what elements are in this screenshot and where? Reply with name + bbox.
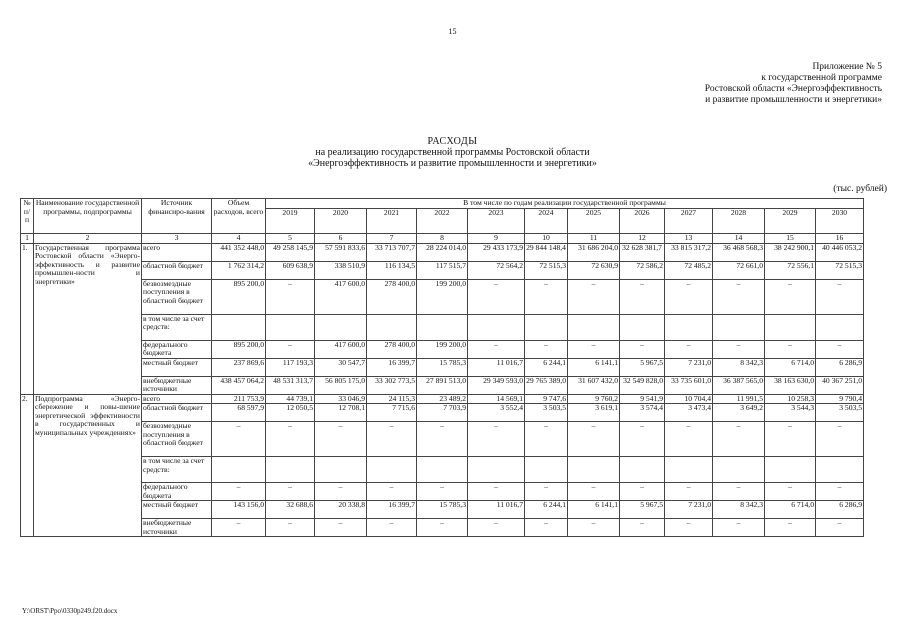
year-value: 12 050,5 [266, 404, 315, 422]
column-index: 9 [468, 234, 525, 244]
total-value: 895 200,0 [212, 279, 266, 314]
document-heading [0, 136, 905, 169]
column-index: 4 [212, 234, 266, 244]
year-value: 3 619,1 [568, 404, 620, 422]
total-value: 237 869,6 [212, 358, 266, 376]
year-value: – [713, 483, 765, 501]
year-value: – [266, 519, 315, 537]
year-value: 72 485,2 [665, 261, 713, 279]
appendix-line: Ростовской области «Энергоэффективность [704, 84, 882, 94]
year-value: 3 503,5 [816, 404, 864, 422]
table-row [21, 340, 864, 358]
column-index: 15 [765, 234, 816, 244]
year-value: – [713, 422, 765, 457]
year-value [665, 457, 713, 483]
year-value: 56 805 175,0 [315, 376, 367, 394]
year-value: 117 193,3 [266, 358, 315, 376]
year-value: – [525, 483, 568, 501]
year-value: 3 649,2 [713, 404, 765, 422]
year-value: – [816, 483, 864, 501]
year-value: – [816, 340, 864, 358]
heading-subtitle: «Энергоэффективность и развитие промышленности и энергетики» [308, 158, 597, 169]
year-value: 40 446 053,2 [816, 243, 864, 261]
heading-subtitle: на реализацию государственной программы Ростовской области [315, 147, 590, 158]
year-value: 72 515,3 [816, 261, 864, 279]
year-value: 29 844 148,4 [525, 243, 568, 261]
year-value: – [665, 519, 713, 537]
year-value: – [620, 340, 665, 358]
year-value: – [367, 519, 417, 537]
year-value: – [367, 483, 417, 501]
column-index: 16 [816, 234, 864, 244]
funding-source: местный бюджет [142, 501, 212, 519]
table-row [21, 243, 864, 261]
row-number: 2. [21, 394, 34, 537]
year-value: 278 400,0 [367, 279, 417, 314]
appendix-line: и развитие промышленности и энергетики» [705, 95, 882, 105]
total-value: – [212, 519, 266, 537]
year-value [765, 457, 816, 483]
year-value: 32 688,6 [266, 501, 315, 519]
year-value: 6 714,0 [765, 501, 816, 519]
year-value: 11 016,7 [468, 358, 525, 376]
year-value: 6 141,1 [568, 501, 620, 519]
column-index: 12 [620, 234, 665, 244]
funding-source: областной бюджет [142, 404, 212, 422]
year-value: 9 760,2 [568, 394, 620, 404]
col-header-year: 2023 [468, 208, 525, 233]
year-value: 38 242 900,1 [765, 243, 816, 261]
table-row [21, 422, 864, 457]
year-value: – [468, 340, 525, 358]
year-value [417, 457, 468, 483]
year-value [266, 457, 315, 483]
year-value: 609 638,9 [266, 261, 315, 279]
year-value: – [266, 279, 315, 314]
year-value: 29 349 593,0 [468, 376, 525, 394]
col-header-year: 2022 [417, 208, 468, 233]
funding-source: федерального бюджета [142, 340, 212, 358]
year-value: 199 200,0 [417, 279, 468, 314]
year-value: – [816, 422, 864, 457]
total-value [212, 314, 266, 340]
funding-source: безвозмездные поступления в областной бюджет [142, 279, 212, 314]
year-value: 10 704,4 [665, 394, 713, 404]
year-value: – [816, 279, 864, 314]
year-value: 29 765 389,0 [525, 376, 568, 394]
funding-source: в том числе за счет средств: [142, 314, 212, 340]
year-value: – [417, 483, 468, 501]
year-value: – [417, 519, 468, 537]
year-value: 14 569,1 [468, 394, 525, 404]
year-value: – [765, 340, 816, 358]
year-value: 32 549 828,0 [620, 376, 665, 394]
year-value: – [468, 279, 525, 314]
year-value: – [713, 340, 765, 358]
year-value: 23 489,2 [417, 394, 468, 404]
appendix-line: к государственной программе [761, 73, 882, 83]
funding-source: областной бюджет [142, 261, 212, 279]
year-value: – [525, 340, 568, 358]
table-row [21, 519, 864, 537]
year-value: 31 686 204,0 [568, 243, 620, 261]
col-header-year: 2026 [620, 208, 665, 233]
column-index: 6 [315, 234, 367, 244]
year-value: 72 630,9 [568, 261, 620, 279]
funding-source: внебюджетные источники [142, 376, 212, 394]
year-value: – [665, 340, 713, 358]
column-index: 1 [21, 234, 34, 244]
year-value: – [525, 279, 568, 314]
column-index: 2 [34, 234, 142, 244]
year-value: 10 258,3 [765, 394, 816, 404]
table-row [21, 314, 864, 340]
year-value: 8 342,3 [713, 501, 765, 519]
year-value: 199 200,0 [417, 340, 468, 358]
col-header-year: 2025 [568, 208, 620, 233]
year-value: – [568, 483, 620, 501]
year-value [713, 314, 765, 340]
year-value [816, 457, 864, 483]
year-value: 40 367 251,0 [816, 376, 864, 394]
year-value: 72 564,2 [468, 261, 525, 279]
col-header-year: 2028 [713, 208, 765, 233]
year-value [468, 314, 525, 340]
year-value [525, 457, 568, 483]
year-value: – [315, 483, 367, 501]
year-value: – [417, 422, 468, 457]
year-value: 33 302 773,5 [367, 376, 417, 394]
total-value: – [212, 483, 266, 501]
column-index: 11 [568, 234, 620, 244]
year-value: 27 891 513,0 [417, 376, 468, 394]
funding-source: федерального бюджета [142, 483, 212, 501]
col-header-year: 2027 [665, 208, 713, 233]
total-value: 895 200,0 [212, 340, 266, 358]
year-value: 7 703,9 [417, 404, 468, 422]
year-value: – [266, 422, 315, 457]
year-value: 6 286,9 [816, 501, 864, 519]
total-value: 68 597,9 [212, 404, 266, 422]
year-value: 116 134,5 [367, 261, 417, 279]
year-value: 5 967,5 [620, 501, 665, 519]
year-value: 11 991,5 [713, 394, 765, 404]
year-value [468, 457, 525, 483]
year-value: – [620, 422, 665, 457]
year-value: – [568, 340, 620, 358]
year-value [568, 314, 620, 340]
year-value [525, 314, 568, 340]
total-value: 441 352 448,0 [212, 243, 266, 261]
year-value: 33 815 317,2 [665, 243, 713, 261]
col-header-year: 2024 [525, 208, 568, 233]
column-index: 10 [525, 234, 568, 244]
table-row [21, 501, 864, 519]
year-value: 15 785,3 [417, 358, 468, 376]
year-value: – [525, 422, 568, 457]
year-value [765, 314, 816, 340]
year-value: 9 790,4 [816, 394, 864, 404]
col-header-year: 2019 [266, 208, 315, 233]
year-value: 28 224 014,0 [417, 243, 468, 261]
year-value: – [468, 422, 525, 457]
year-value: 32 628 381,7 [620, 243, 665, 261]
year-value: 44 739,1 [266, 394, 315, 404]
year-value: – [713, 519, 765, 537]
year-value: 12 708,1 [315, 404, 367, 422]
year-value: 72 586,2 [620, 261, 665, 279]
year-value: – [765, 279, 816, 314]
year-value: 36 468 568,3 [713, 243, 765, 261]
year-value: – [620, 279, 665, 314]
year-value: 6 714,0 [765, 358, 816, 376]
year-value: 15 785,3 [417, 501, 468, 519]
year-value: 31 607 432,0 [568, 376, 620, 394]
expenses-table [20, 198, 864, 537]
year-value: 9 747,6 [525, 394, 568, 404]
year-value: – [765, 422, 816, 457]
column-index: 3 [142, 234, 212, 244]
year-value: 7 715,6 [367, 404, 417, 422]
year-value: 72 661,0 [713, 261, 765, 279]
year-value [417, 314, 468, 340]
total-value: 1 762 314,2 [212, 261, 266, 279]
year-value [315, 457, 367, 483]
year-value: 38 163 630,0 [765, 376, 816, 394]
year-value: 33 735 601,0 [665, 376, 713, 394]
year-value [266, 314, 315, 340]
funding-source: местный бюджет [142, 358, 212, 376]
year-value: – [665, 483, 713, 501]
year-value: 3 574,4 [620, 404, 665, 422]
column-index: 13 [665, 234, 713, 244]
program-name: Государственная программа Ростовской области «Энерго-эффективность и развитие промышлен-ности и энергетики» [34, 243, 142, 394]
file-path-footer: Y:\ORST\Ppo\0330p249.f20.docx [22, 607, 118, 615]
col-header-source: Источник финансиро-вания [142, 199, 212, 234]
year-value: 6 244,1 [525, 358, 568, 376]
year-value: 72 515,3 [525, 261, 568, 279]
year-value: 278 400,0 [367, 340, 417, 358]
year-value: 3 503,5 [525, 404, 568, 422]
year-value: 338 510,9 [315, 261, 367, 279]
year-value [665, 314, 713, 340]
col-header-year: 2030 [816, 208, 864, 233]
year-value [367, 457, 417, 483]
year-value: – [525, 519, 568, 537]
total-value: – [212, 422, 266, 457]
col-header-year: 2021 [367, 208, 417, 233]
program-name: Подпрограмма «Энерго-сбережение и повы-шение энергетической эффективности в государственных и муниципальных учреждениях» [34, 394, 142, 537]
column-index-row [21, 234, 864, 244]
total-value: 211 753,9 [212, 394, 266, 404]
year-value: 16 399,7 [367, 501, 417, 519]
appendix-block [600, 62, 882, 106]
year-value: – [568, 279, 620, 314]
year-value [367, 314, 417, 340]
year-value: 16 399,7 [367, 358, 417, 376]
year-value: – [315, 519, 367, 537]
header-row [21, 199, 864, 209]
year-value: 3 473,4 [665, 404, 713, 422]
year-value: 48 531 313,7 [266, 376, 315, 394]
col-header-total: Объем расходов, всего [212, 199, 266, 234]
year-value: 33 713 707,7 [367, 243, 417, 261]
funding-source: в том числе за счет средств: [142, 457, 212, 483]
year-value [713, 457, 765, 483]
units-label: (тыс. рублей) [833, 184, 887, 194]
table-row [21, 404, 864, 422]
year-value: – [665, 422, 713, 457]
year-value: – [765, 519, 816, 537]
year-value: – [315, 422, 367, 457]
page-number: 15 [448, 27, 457, 36]
year-value: 30 547,7 [315, 358, 367, 376]
year-value: 3 544,3 [765, 404, 816, 422]
table-row [21, 261, 864, 279]
year-value: 49 258 145,9 [266, 243, 315, 261]
funding-source: всего [142, 243, 212, 261]
year-value: – [665, 279, 713, 314]
year-value: – [266, 340, 315, 358]
col-header-name: Наименование государственной программы, подпрограммы [34, 199, 142, 234]
table-row [21, 457, 864, 483]
year-value [620, 314, 665, 340]
year-value: 9 541,9 [620, 394, 665, 404]
table-row [21, 279, 864, 314]
year-value [568, 457, 620, 483]
col-header-num: № п/п [21, 199, 34, 234]
year-value: 7 231,0 [665, 501, 713, 519]
col-header-year: 2029 [765, 208, 816, 233]
year-value [315, 314, 367, 340]
table-row [21, 358, 864, 376]
year-value: 57 591 833,6 [315, 243, 367, 261]
column-index: 7 [367, 234, 417, 244]
year-value [620, 457, 665, 483]
year-value: – [468, 519, 525, 537]
funding-source: внебюджетные источники [142, 519, 212, 537]
year-value: 36 387 565,0 [713, 376, 765, 394]
table-row [21, 394, 864, 404]
year-value: 6 286,9 [816, 358, 864, 376]
year-value: – [713, 279, 765, 314]
year-value: 7 231,0 [665, 358, 713, 376]
year-value: 20 338,8 [315, 501, 367, 519]
year-value: 5 967,5 [620, 358, 665, 376]
year-value: 6 141,1 [568, 358, 620, 376]
total-value [212, 457, 266, 483]
appendix-line: Приложение № 5 [812, 62, 882, 72]
year-value: 24 115,3 [367, 394, 417, 404]
year-value: – [816, 519, 864, 537]
year-value: – [568, 519, 620, 537]
funding-source: безвозмездные поступления в областной бюджет [142, 422, 212, 457]
row-number: 1. [21, 243, 34, 394]
year-value: – [266, 483, 315, 501]
year-value: 417 600,0 [315, 279, 367, 314]
year-value: 8 342,3 [713, 358, 765, 376]
table-row [21, 376, 864, 394]
year-value: 29 433 173,9 [468, 243, 525, 261]
year-value: 11 016,7 [468, 501, 525, 519]
col-header-years-group: В том числе по годам реализации государственной программы [266, 199, 864, 209]
year-value [816, 314, 864, 340]
column-index: 8 [417, 234, 468, 244]
column-index: 14 [713, 234, 765, 244]
funding-source: всего [142, 394, 212, 404]
year-value: 417 600,0 [315, 340, 367, 358]
total-value: 438 457 064,2 [212, 376, 266, 394]
year-value: – [367, 422, 417, 457]
year-value: – [620, 483, 665, 501]
total-value: 143 156,0 [212, 501, 266, 519]
table-row [21, 483, 864, 501]
col-header-year: 2020 [315, 208, 367, 233]
year-value: – [468, 483, 525, 501]
column-index: 5 [266, 234, 315, 244]
heading-title: РАСХОДЫ [427, 136, 478, 147]
year-value: 3 552,4 [468, 404, 525, 422]
year-value: – [765, 483, 816, 501]
year-value: 33 046,9 [315, 394, 367, 404]
year-value: 72 556,1 [765, 261, 816, 279]
year-value: – [568, 422, 620, 457]
year-value: – [620, 519, 665, 537]
year-value: 6 244,1 [525, 501, 568, 519]
year-value: 117 515,7 [417, 261, 468, 279]
